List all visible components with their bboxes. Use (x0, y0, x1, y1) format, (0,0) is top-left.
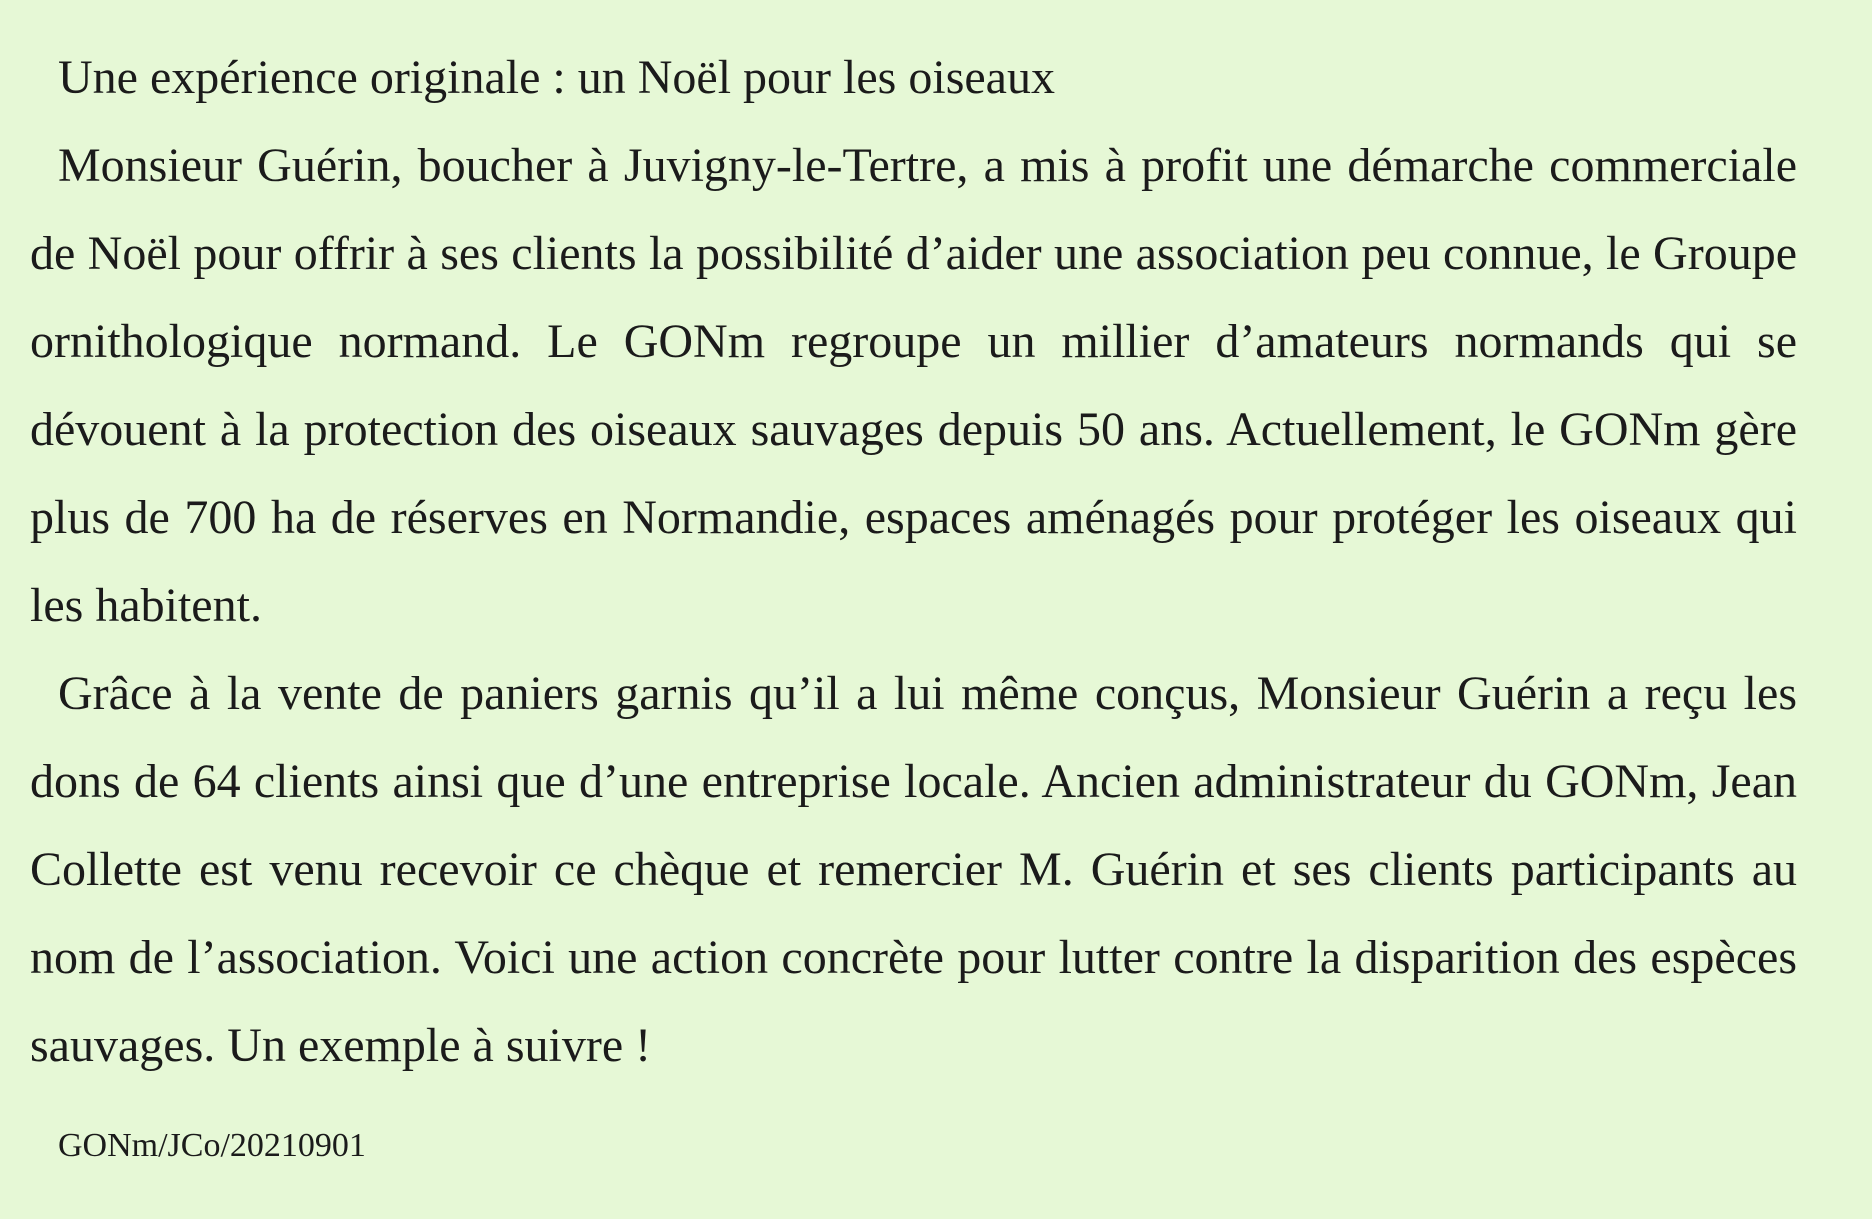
document-reference: GONm/JCo/20210901 (58, 1127, 366, 1164)
paragraph-intro: Monsieur Guérin, boucher à Juvigny-le-Tertre, a mis à profit une démarche commerciale de Noël pour offrir à ses clients la possibilité d’aider une association peu connue, le Groupe ornithologique normand. Le GONm regroupe un millier d’amateurs normands qui se dévouent à la protection des oiseaux sauvages depuis 50 ans. Actuellement, le GONm gère plus de 700 ha de réserves en Normandie, espaces aménagés pour protéger les oiseaux qui les habitent. (30, 139, 1797, 632)
paragraph-details: Grâce à la vente de paniers garnis qu’il a lui même conçus, Monsieur Guérin a reçu les dons de 64 clients ainsi que d’une entreprise locale. Ancien administrateur du GONm, Jean Collette est venu recevoir ce chèque et remercier M. Guérin et ses clients participants au nom de l’association. Voici une action concrète pour lutter contre la disparition des espèces sauvages. Un exemple à suivre ! (30, 667, 1797, 1072)
document-title: Une expérience originale : un Noël pour les oiseaux (58, 51, 1055, 104)
